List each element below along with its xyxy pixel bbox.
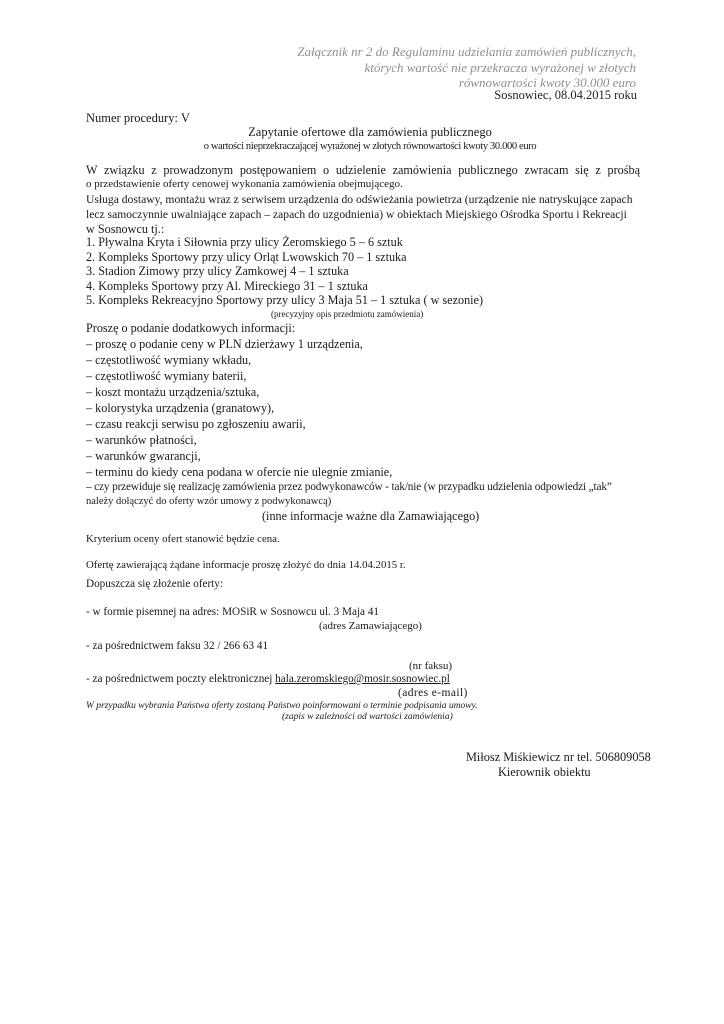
criterion: Kryterium oceny ofert stanowić będzie cena. <box>86 533 280 545</box>
annex-header-line-2: których wartość nie przekracza wyrażonej w złotych <box>364 60 636 75</box>
info-item: – terminu do kiedy cena podana w ofercie nie ulegnie zmianie, <box>86 465 393 479</box>
footnote-notification: W przypadku wybrania Państwa oferty zostaną Państwo poinformowani o terminie podpisania umowy. <box>86 701 478 711</box>
info-item: – koszt montażu urządzenia/sztuka, <box>86 385 260 399</box>
intro-line-5: w Sosnowcu tj.: <box>86 222 165 236</box>
location-item: 1. Pływalna Kryta i Siłownia przy ulicy Żeromskiego 5 – 6 sztuk <box>86 235 403 249</box>
info-intro: Proszę o podanie dodatkowych informacji: <box>86 321 296 335</box>
submission-written: - w formie pisemnej na adres: MOSiR w Sosnowcu ul. 3 Maja 41 <box>86 606 380 618</box>
intro-line-3: Usługa dostawy, montażu wraz z serwisem urządzenia do odświeżania powietrza (urządzenie nie natryskujące zapach <box>86 193 633 206</box>
intro-line-1: W związku z prowadzonym postępowaniem o udzielenie zamówienia publicznego zwracam się z prośbą <box>86 163 640 177</box>
submission-fax: - za pośrednictwem faksu 32 / 266 63 41 <box>86 640 269 652</box>
info-item: – czy przewiduje się realizację zamówienia przez podwykonawców - tak/nie (w przypadku udzielenia odpowiedzi „tak” <box>86 481 612 493</box>
info-item: – czasu reakcji serwisu po zgłoszeniu awarii, <box>86 417 306 431</box>
submission-fax-note: (nr faksu) <box>409 660 453 672</box>
submission-written-note: (adres Zamawiającego) <box>319 620 422 632</box>
submission-email-label: - za pośrednictwem poczty elektronicznej <box>86 673 276 685</box>
footnote-value-note: (zapis w zależności od wartości zamówienia) <box>282 712 453 722</box>
info-item: – proszę o podanie ceny w PLN dzierżawy 1 urządzenia, <box>86 337 363 351</box>
intro-line-2: o przedstawienie oferty cenowej wykonania zamówienia obejmującego. <box>86 178 403 190</box>
document-title: Zapytanie ofertowe dla zamówienia publicznego <box>248 125 492 139</box>
procedure-number: Numer procedury: V <box>86 111 190 125</box>
info-item: – warunków płatności, <box>86 433 197 447</box>
info-item: – kolorystyka urządzenia (granatowy), <box>86 401 275 415</box>
annex-header-line-3: równowartości kwoty 30.000 euro <box>458 75 636 90</box>
submission-email-line <box>86 673 450 685</box>
deadline: Ofertę zawierającą żądane informacje proszę złożyć do dnia 14.04.2015 r. <box>86 559 406 571</box>
submission-email-note: (adres e-mail) <box>398 687 468 699</box>
location-item: 4. Kompleks Sportowy przy Al. Mireckiego 31 – 1 sztuka <box>86 279 368 293</box>
email-link[interactable]: hala.zeromskiego@mosir.sosnowiec.pl <box>275 673 450 685</box>
info-item: należy dołączyć do oferty wzór umowy z podwykonawcą) <box>86 496 332 507</box>
place-date: Sosnowiec, 08.04.2015 roku <box>494 88 637 102</box>
location-item: 5. Kompleks Rekreacyjno Sportowy przy ulicy 3 Maja 51 – 1 sztuka ( w sezonie) <box>86 293 484 307</box>
location-item: 2. Kompleks Sportowy przy ulicy Orląt Lwowskich 70 – 1 sztuka <box>86 250 407 264</box>
info-item: – częstotliwość wymiany baterii, <box>86 369 247 383</box>
annex-header-line-1: Załącznik nr 2 do Regulaminu udzielania zamówień publicznych, <box>297 44 636 59</box>
locations-note: (precyzyjny opis przedmiotu zamówienia) <box>271 309 424 319</box>
location-item: 3. Stadion Zimowy przy ulicy Zamkowej 4 – 1 sztuka <box>86 264 349 278</box>
info-item: – warunków gwarancji, <box>86 449 201 463</box>
intro-line-4: lecz samoczynnie uwalniające zapach – zapach do uzgodnienia) w obiektach Miejskiego Ośrodka Sportu i Rekreacji <box>86 208 627 221</box>
info-item: – częstotliwość wymiany wkładu, <box>86 353 252 367</box>
submission-intro: Dopuszcza się złożenie oferty: <box>86 578 223 590</box>
signature-name-phone: Miłosz Miśkiewicz nr tel. 506809058 <box>466 750 651 764</box>
signature-position: Kierownik obiektu <box>498 765 591 779</box>
info-note: (inne informacje ważne dla Zamawiającego) <box>262 509 480 523</box>
document-subtitle: o wartości nieprzekraczającej wyrażonej w złotych równowartości kwoty 30.000 euro <box>203 141 537 152</box>
